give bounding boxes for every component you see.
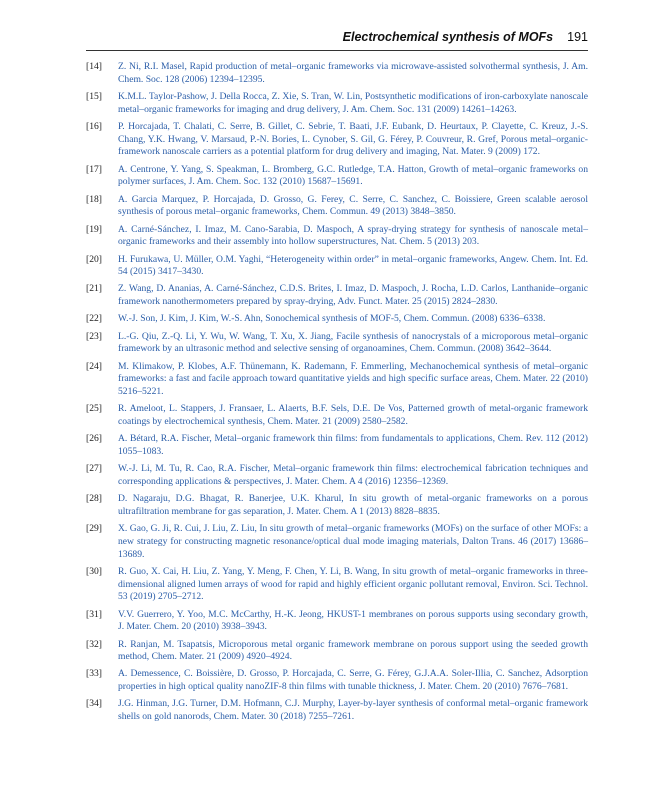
reference-item [86, 698, 588, 723]
reference-link-text[interactable]: H. Furukawa, U. Müller, O.M. Yaghi, “Heterogeneity within order” in metal–organic frameworks, Angew. Chem. Int. Ed. 54 (2015) 3417–3430. [118, 253, 588, 278]
reference-link-text[interactable]: R. Ranjan, M. Tsapatsis, Microporous metal organic framework membrane on porous support using the seeded growth method, Chem. Mater. 21 (2009) 4920–4924. [118, 638, 588, 663]
reference-item [86, 609, 588, 634]
page-number: 191 [567, 30, 588, 44]
reference-item [86, 639, 588, 664]
reference-label: [18] [86, 193, 102, 205]
reference-item [86, 254, 588, 279]
reference-item [86, 224, 588, 249]
reference-link-text[interactable]: M. Klimakow, P. Klobes, A.F. Thünemann, K. Rademann, F. Emmerling, Mechanochemical synthesis of metal–organic frameworks: a fast and facile approach toward quantitative yields and high specific surface areas, Chem. Mater. 22 (2010) 5216–5221. [118, 360, 588, 398]
reference-label: [29] [86, 523, 102, 535]
reference-item [86, 164, 588, 189]
reference-item [86, 566, 588, 604]
reference-link-text[interactable]: A. Centrone, Y. Yang, S. Speakman, L. Bromberg, G.C. Rutledge, T.A. Hatton, Growth of metal–organic frameworks on polymer surfaces, J. Am. Chem. Soc. 132 (2010) 15687–15691. [118, 163, 588, 188]
reference-link-text[interactable]: J.G. Hinman, J.G. Turner, D.M. Hofmann, C.J. Murphy, Layer-by-layer synthesis of conformal metal–organic framework shells on gold nanorods, Chem. Mater. 30 (2018) 7255–7261. [118, 698, 588, 723]
reference-label: [16] [86, 120, 102, 132]
reference-item [86, 121, 588, 159]
reference-link-text[interactable]: R. Ameloot, L. Stappers, J. Fransaer, L. Alaerts, B.F. Sels, D.E. De Vos, Patterned growth of metal-organic framework coatings by electrochemical synthesis, Chem. Mater. 21 (2009) 2580–2582. [118, 403, 588, 428]
reference-item [86, 463, 588, 488]
reference-label: [33] [86, 668, 102, 680]
reference-link-text[interactable]: Z. Wang, D. Ananias, A. Carné-Sánchez, C.D.S. Brites, I. Imaz, D. Maspoch, J. Rocha, L.D. Carlos, Lanthanide–organic framework nanothermometers prepared by spray-drying, Adv. Funct. Mater. 25 (2015) 2824–2830. [118, 283, 588, 308]
reference-label: [24] [86, 360, 102, 372]
reference-label: [20] [86, 253, 102, 265]
reference-link-text[interactable]: W.-J. Li, M. Tu, R. Cao, R.A. Fischer, Metal–organic framework thin films: electrochemical fabrication techniques and corresponding applications & perspectives, J. Mater. Chem. A 4 (2016) 12356–12369. [118, 463, 588, 487]
reference-item [86, 91, 588, 116]
reference-link-text[interactable]: A. Carné-Sánchez, I. Imaz, M. Cano-Sarabia, D. Maspoch, A spray-drying strategy for synthesis of nanoscale metal–organic frameworks and their assembly into hollow superstructures, Nat. Chem. 5 (2013) 203. [118, 223, 588, 248]
reference-item [86, 433, 588, 458]
reference-link-text[interactable]: X. Gao, G. Ji, R. Cui, J. Liu, Z. Liu, In situ growth of metal–organic frameworks (MOFs) on the surface of other MOFs: a new strategy for constructing magnetic resonance/optical dual mode imaging materials, Dalton Trans. 46 (2017) 13686–13689. [118, 523, 588, 560]
reference-item [86, 523, 588, 561]
reference-link-text[interactable]: A. Demessence, C. Boissière, D. Grosso, P. Horcajada, C. Serre, G. Férey, G.J.A.A. Soler-Illia, C. Sanchez, Adsorption properties in high optical quality nanoZIF-8 thin films with tunable thickness, J. Mater. Chem. 20 (2010) 7676–7681. [118, 668, 588, 693]
reference-label: [30] [86, 565, 102, 577]
reference-link-text[interactable]: W.-J. Son, J. Kim, J. Kim, W.-S. Ahn, Sonochemical synthesis of MOF-5, Chem. Commun. (2008) 6336–6338. [118, 313, 546, 325]
reference-link-text[interactable]: A. Garcia Marquez, P. Horcajada, D. Grosso, G. Ferey, C. Serre, C. Sanchez, C. Boissiere, Green scalable aerosol synthesis of porous metal–organic frameworks, Chem. Commun. 49 (2013) 3848–3850. [118, 193, 588, 218]
reference-label: [21] [86, 283, 102, 295]
reference-link-text[interactable]: L.-G. Qiu, Z.-Q. Li, Y. Wu, W. Wang, T. Xu, X. Jiang, Facile synthesis of nanocrystals of a microporous metal–organic framework by an ultrasonic method and selective sensing of organoamines, Chem. Commun. (2008) 3642–3644. [118, 330, 588, 355]
reference-link-text[interactable]: D. Nagaraju, D.G. Bhagat, R. Banerjee, U.K. Kharul, In situ growth of metal-organic frameworks on a porous ultrafiltration membrane for gas separation, J. Mater. Chem. A 1 (2013) 8828–8835. [118, 493, 588, 517]
reference-item [86, 61, 588, 86]
reference-item [86, 313, 588, 326]
reference-link-text[interactable]: K.M.L. Taylor-Pashow, J. Della Rocca, Z. Xie, S. Tran, W. Lin, Postsynthetic modifications of iron-carboxylate nanoscale metal–organic frameworks for imaging and drug delivery, J. Am. Chem. Soc. 131 (2009) 14261–14263. [118, 90, 588, 115]
reference-item [86, 194, 588, 219]
reference-link-text[interactable]: V.V. Guerrero, Y. Yoo, M.C. McCarthy, H.-K. Jeong, HKUST-1 membranes on porous supports using secondary growth, J. Mater. Chem. 20 (2010) 3938–3943. [118, 608, 588, 633]
reference-list [86, 61, 588, 728]
running-title: Electrochemical synthesis of MOFs [342, 30, 554, 44]
reference-label: [25] [86, 403, 102, 415]
reference-item [86, 668, 588, 693]
header-rule [86, 50, 588, 51]
running-header [86, 30, 588, 50]
reference-label: [26] [86, 433, 102, 445]
reference-label: [22] [86, 313, 102, 325]
reference-link-text[interactable]: A. Bétard, R.A. Fischer, Metal–organic framework thin films: from fundamentals to applications, Chem. Rev. 112 (2012) 1055–1083. [118, 433, 588, 457]
reference-label: [31] [86, 608, 102, 620]
reference-label: [23] [86, 330, 102, 342]
reference-item [86, 493, 588, 518]
reference-label: [27] [86, 463, 102, 475]
reference-item [86, 331, 588, 356]
reference-label: [32] [86, 638, 102, 650]
reference-item [86, 361, 588, 399]
reference-link-text[interactable]: Z. Ni, R.I. Masel, Rapid production of metal–organic frameworks via microwave-assisted solvothermal synthesis, J. Am. Chem. Soc. 128 (2006) 12394–12395. [118, 61, 588, 85]
reference-item [86, 403, 588, 428]
reference-item [86, 283, 588, 308]
reference-label: [17] [86, 163, 102, 175]
reference-label: [15] [86, 90, 102, 102]
reference-label: [28] [86, 493, 102, 505]
reference-label: [14] [86, 61, 102, 72]
reference-link-text[interactable]: R. Guo, X. Cai, H. Liu, Z. Yang, Y. Meng, F. Chen, Y. Li, B. Wang, In situ growth of metal–organic frameworks in three-dimensional aligned lumen arrays of wood for rapid and highly efficient organic pollutant removal, Environ. Sci. Technol. 53 (2019) 2705–2712. [118, 565, 588, 603]
reference-label: [19] [86, 223, 102, 235]
reference-link-text[interactable]: P. Horcajada, T. Chalati, C. Serre, B. Gillet, C. Sebrie, T. Baati, J.F. Eubank, D. Heurtaux, P. Clayette, C. Kreuz, J.-S. Chang, Y.K. Hwang, V. Marsaud, P.-N. Bories, L. Cynober, S. Gil, G. Férey, P. Couvreur, R. Gref, Porous metal–organic-framework nanoscale carriers as a potential platform for drug delivery and imaging, Nat. Mater. 9 (2009) 172. [118, 120, 588, 158]
reference-label: [34] [86, 698, 102, 710]
